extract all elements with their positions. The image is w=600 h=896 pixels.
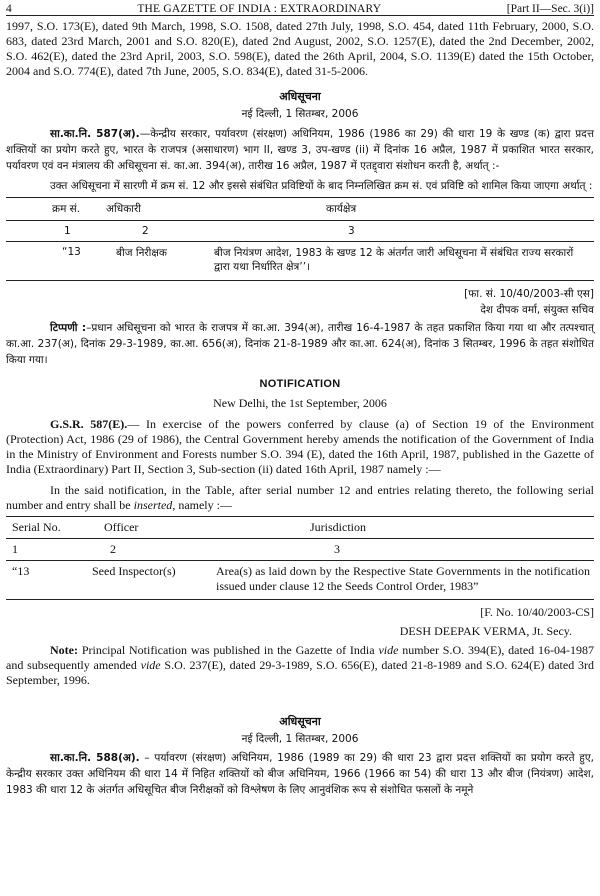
hindi-para-1	[6, 126, 594, 174]
page-number: 4	[6, 3, 12, 15]
hindi-num-1: 1	[64, 225, 71, 237]
hindi-heading-2: अधिसूचना	[279, 715, 321, 728]
english-para-1	[6, 417, 594, 477]
hindi-place-date-2: नई दिल्ली, 1 सितम्बर, 2006	[241, 733, 359, 745]
english-para-2-end: , namely :—	[172, 498, 232, 512]
english-note-text-b: number S.O. 394(E), dated 16-04-1987 and subsequently amended	[6, 643, 595, 672]
english-note-vide-1: vide	[378, 643, 399, 657]
gazette-title: THE GAZETTE OF INDIA : EXTRAORDINARY	[137, 3, 382, 15]
english-para-2-emphasis: inserted	[133, 498, 173, 512]
hindi-num-2: 2	[142, 225, 149, 237]
hindi-place-date-1: नई दिल्ली, 1 सितम्बर, 2006	[241, 108, 359, 120]
page-header	[6, 0, 594, 16]
english-note-vide-2: vide	[140, 658, 161, 672]
continuation-text: 1997, S.O. 173(E), dated 9th March, 1998, S.O. 1508, dated 27th July, 1998, S.O. 454, dated 11th February, 2000, S.O. 683, dated 23rd March, 2001 and S.O. 820(E), dated 2nd August, 2002, S.O. 1257(E), dated the 2nd December, 2002, S.O. 462(E), dated the 23rd April, 2003, S.O. 598(E), dated the 26th April, 2004, S.O. 1139(E) dated the 15th October, 2004 and S.O. 774(E), dated 7th June, 2005, S.O. 834(E), dated 31-5-2006.	[6, 19, 594, 78]
english-note-text-a: Principal Notification was published in the Gazette of India	[77, 643, 379, 657]
hindi-table-header	[6, 198, 594, 221]
hindi-file-number: [फा. सं. 10/40/2003-सी एस]	[464, 288, 594, 300]
hindi-col-jurisdiction: कार्यक्षेत्र	[326, 203, 357, 215]
hindi-note-label: टिप्पणी :	[50, 322, 87, 334]
english-para-1-text: — In exercise of the powers conferred by clause (a) of Section 19 of the Environment (Protection) Act, 1986 (29 of 1986), the Central Government hereby amends the notification of the Government of India in the Ministry of Environment and Forests number S.O. 394 (E), dated the 16th April, 1987, published in the Gazette of India (Extraordinary) Part II, Section 3, Sub-section (ii) dated 16th April, 1987 namely :—	[6, 417, 595, 476]
english-row-jurisdiction: Area(s) as laid down by the Respective State Governments in the notification issued under clause 12 the Seeds Control Order, 1983”	[216, 564, 590, 593]
part-section: [Part II—Sec. 3(i)]	[506, 3, 594, 15]
english-file-number: [F. No. 10/40/2003-CS]	[480, 605, 594, 619]
hindi-table	[6, 197, 594, 281]
hindi-para-1-text: —केन्द्रीय सरकार, पर्यावरण (संरक्षण) अधिनियम, 1986 (1986 का 29) की धारा 19 के खण्ड (क) द्वारा प्रदत्त शक्तियों का प्रयोग करते हुए, भारत के राजपत्र (असाधारण) भाग II, खण्ड 3, उप-खण्ड (ii) में दिनांक 16 अप्रैल, 1987 में प्रकाशित भारत सरकार, पर्यावरण एवं वन मंत्रालय की अधिसूचना सं. का.आ. 394(अ), तारीख 16 अप्रैल, 1987 में एतद्द्वारा संशोधन करती है, अर्थात् :-	[6, 128, 595, 172]
english-gsr-number: G.S.R. 587(E).	[50, 417, 128, 431]
hindi-note	[6, 320, 594, 368]
english-row-serial: “13	[12, 564, 30, 578]
english-table-numbers	[6, 539, 594, 561]
hindi-para-588	[6, 750, 594, 798]
hindi-row-serial: “13	[62, 246, 81, 258]
english-note-label: Note:	[50, 643, 78, 657]
english-row-officer: Seed Inspector(s)	[92, 564, 176, 578]
english-table	[6, 516, 594, 600]
english-num-3: 3	[334, 542, 340, 556]
english-para-2	[6, 483, 594, 513]
hindi-table-numbers	[6, 221, 594, 242]
hindi-heading-1: अधिसूचना	[279, 90, 321, 103]
english-para-2-text: In the said notification, in the Table, after serial number 12 and entries relating thereto, the following serial number and entry shall be	[6, 483, 594, 512]
hindi-signatory: देश दीपक वर्मा, संयुक्त सचिव	[480, 304, 594, 316]
english-note-text-c: S.O. 237(E), dated 29-3-1989, S.O. 656(E), dated 21-8-1989 and S.O. 624(E) dated 3rd September, 1996.	[6, 658, 594, 687]
hindi-col-officer: अधिकारी	[106, 203, 141, 215]
english-col-serial: Serial No.	[12, 520, 61, 534]
english-num-1: 1	[12, 542, 18, 556]
english-col-officer: Officer	[104, 520, 139, 534]
hindi-num-3: 3	[348, 225, 355, 237]
english-heading: NOTIFICATION	[259, 378, 341, 390]
english-col-jurisdiction: Jurisdiction	[310, 520, 366, 534]
hindi-col-serial: क्रम सं.	[52, 203, 81, 215]
english-place-date: New Delhi, the 1st September, 2006	[213, 396, 387, 410]
hindi-gsr-number-2: सा.का.नि. 588(अ).	[50, 752, 140, 764]
english-num-2: 2	[110, 542, 116, 556]
english-table-header	[6, 517, 594, 539]
table-row	[6, 242, 594, 281]
hindi-para-588-text: – पर्यावरण (संरक्षण) अधिनियम, 1986 (1989 का 29) की धारा 23 द्वारा प्रदत्त शक्तियों का प्रयोग करते हुए, केन्द्रीय सरकार उक्त अधिनियम की धारा 14 में निहित शक्तियों को बीज अधिनियम, 1966 (1966 का 54) की धारा 13 और बीज (नियंत्रण) आदेश, 1983 की धारा 12 के अंतर्गत अधिसूचित बीज निरीक्षकों को विश्लेषण के लिए आनुवंशिक रूप से संशोधित फसलों के नमूने	[6, 752, 595, 796]
table-row	[6, 561, 594, 600]
hindi-para-2: उक्त अधिसूचना में सारणी में क्रम सं. 12 और इससे संबंधित प्रविष्टियों के बाद निम्नलिखित क्रम सं. एवं प्रविष्टि को शामिल किया जाएगा अर्थात् :	[50, 180, 593, 192]
hindi-row-officer: बीज निरीक्षक	[116, 247, 167, 259]
english-note	[6, 643, 594, 688]
hindi-row-jurisdiction: बीज नियंत्रण आदेश, 1983 के खण्ड 12 के अंतर्गत जारी अधिसूचना में संबंधित राज्य सरकारों द्वारा यथा निर्धारित क्षेत्र’’।	[214, 247, 574, 273]
hindi-gsr-number-1: सा.का.नि. 587(अ).	[50, 128, 140, 140]
hindi-note-text: –प्रधान अधिसूचना को भारत के राजपत्र में का.आ. 394(अ), तारीख 16-4-1987 के तहत प्रकाशित किया गया था और तत्पश्चात् का.आ. 237(अ), दिनांक 29-3-1989, का.आ. 656(अ), दिनांक 21-8-1989 और का.आ. 624(अ), दिनांक 3 सितम्बर, 1996 के तहत संशोधित किया गया।	[6, 322, 594, 366]
english-signatory: DESH DEEPAK VERMA, Jt. Secy.	[399, 624, 572, 638]
